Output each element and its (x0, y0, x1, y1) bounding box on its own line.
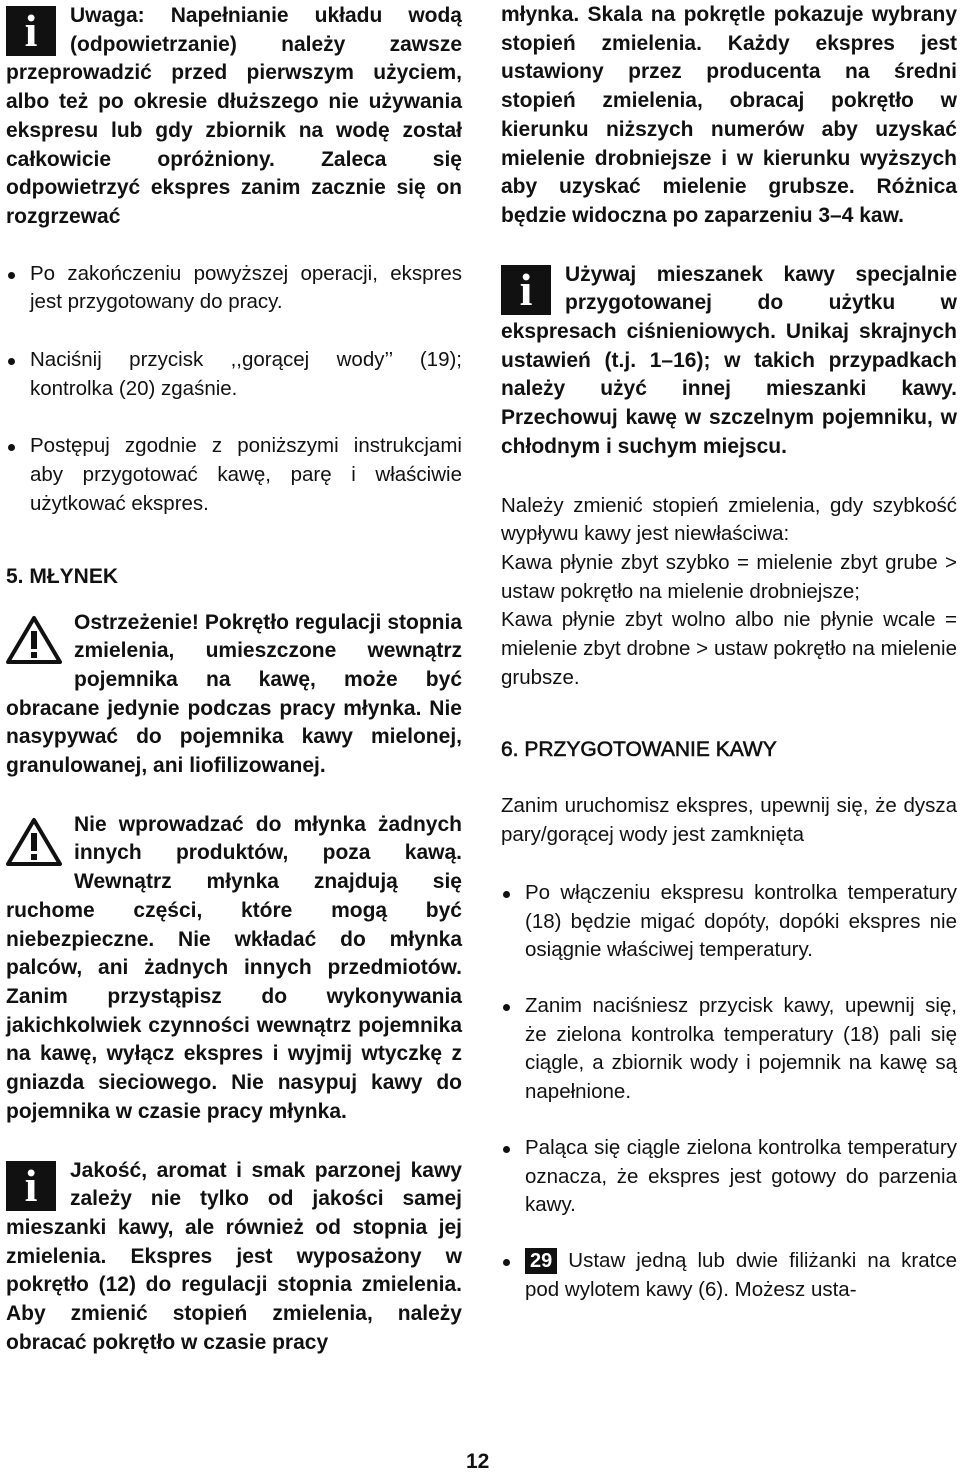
section-title-grinder: 5. MŁYNEK (6, 564, 119, 588)
warning-grinder-safety-text: Nie wprowadzać do młynka żadnych innych produktów, poza kawą. Wewnątrz młynka znajdują się ruchome części, które mogą być niebezpieczne. Nie wkładać do młynka palców, ani żadnych innych przedmiotów. Zanim przystąpisz do wykonywania jakichkolwiek czynności wewnątrz pojemnika na kawę, wyłącz ekspres i wyjmij wtyczkę z gniazda sieciowego. Nie nasypuj kawy do pojemnika w czasie pracy młynka. (6, 812, 462, 1123)
info-icon: i (501, 265, 551, 315)
grind-intro: Należy zmienić stopień zmielenia, gdy szybkość wypływu kawy jest niewłaściwa: (501, 493, 957, 546)
list-item: Naciśnij przycisk ,,gorącej wody’’ (19); kontrolka (20) zgaśnie. (6, 346, 462, 403)
list-item: Po zakończeniu powyższej operacji, ekspres jest przygotowany do pracy. (6, 260, 462, 317)
grind-too-fast: Kawa płynie zbyt szybko = mielenie zbyt grube > ustaw pokrętło na mielenie drobniejsze; (501, 550, 957, 603)
info-icon: i (6, 6, 56, 56)
warning-grinder-safety (6, 811, 462, 1127)
right-bullet-list (501, 879, 957, 1304)
grind-too-slow: Kawa płynie zbyt wolno albo nie płynie wcale = mielenie zbyt drobne > ustaw pokrętło na mielenie grubsze. (501, 608, 957, 689)
note-grind-quality (6, 1157, 462, 1358)
list-item: Postępuj zgodnie z poniższymi instrukcjami aby przygotować kawę, parę i właściwie użytkować ekspres. (6, 432, 462, 518)
list-item: Zanim naciśniesz przycisk kawy, upewnij się, że zielona kontrolka temperatury (18) pali się ciągle, a zbiornik wody i pojemnik na kawę są napełnione. (501, 992, 957, 1107)
list-item: Po włączeniu ekspresu kontrolka temperatury (18) będzie migać dopóty, dopóki ekspres nie osiągnie właściwej temperatury. (501, 879, 957, 965)
note-grind-quality-continued: młynka. Skala na pokrętle pokazuje wybrany stopień zmielenia. Każdy ekspres jest ustawiony przez producenta na średni stopień zmielenia, obracaj pokrętło w kierunku niższych numerów aby uzyskać mielenie drobniejsze i w kierunku wyższych aby uzyskać mielenie grubsze. Różnica będzie widoczna po zaparzeniu 3–4 kaw. (501, 3, 957, 227)
section-title-coffee: 6. PRZYGOTOWANIE KAWY (501, 738, 777, 762)
warning-adjust-knob (6, 609, 462, 781)
note-grind-quality-text: Jakość, aromat i smak parzonej kawy zależy nie tylko od jakości samej mieszanki kawy, ale również od stopnia jej zmielenia. Ekspres jest wyposażony w pokrętło (12) do regulacji stopnia zmielenia. Aby zmienić stopień zmielenia, należy obracać pokrętło w czasie pracy (6, 1158, 462, 1354)
section-coffee-intro: Zanim uruchomisz ekspres, upewnij się, że dysza pary/gorącej wody jest zamknięta (501, 794, 957, 847)
page-number: 12 (466, 1450, 490, 1473)
list-item: 29 Ustaw jedną lub dwie filiżanki na kratce pod wylotem kawy (6). Możesz usta- (501, 1247, 957, 1304)
info-icon: i (6, 1161, 56, 1211)
list-item: Paląca się ciągle zielona kontrolka temperatury oznacza, że ekspres jest gotowy do parzenia kawy. (501, 1134, 957, 1220)
note-coffee-blends (501, 261, 957, 462)
note-filling-text: Uwaga: Napełnianie układu wodą (odpowietrzanie) należy zawsze przeprowadzić przed pierwszym użyciem, albo też po okresie dłuższego nie używania ekspresu lub gdy zbiornik na wodę został całkowicie opróżniony. Zaleca się odpowietrzyć ekspres zanim zacznie się on rozgrzewać (6, 4, 462, 228)
note-coffee-blends-text: Używaj mieszanek kawy specjalnie przygotowanej do użytku w ekspresach ciśnieniowych. Unikaj skrajnych ustawień (t.j. 1–16); w takich przypadkach należy użyć innej mieszanki kawy. Przechowuj kawę w szczelnym pojemniku, w chłodnym i suchym miejscu. (501, 262, 957, 458)
warning-triangle-icon (6, 615, 62, 665)
warning-triangle-icon (6, 817, 62, 867)
note-filling (6, 2, 462, 232)
figure-number-badge: 29 (525, 1248, 557, 1274)
left-column (6, 0, 462, 1357)
right-column (501, 0, 957, 1304)
left-bullet-list (6, 260, 462, 519)
warning-adjust-knob-text: Ostrzeżenie! Pokrętło regulacji stopnia zmielenia, umieszczone wewnątrz pojemnika na kawę, może być obracane jedynie podczas pracy młynka. Nie nasypywać do pojemnika kawy mielonej, granulowanej, ani liofilizowanej. (6, 610, 462, 778)
